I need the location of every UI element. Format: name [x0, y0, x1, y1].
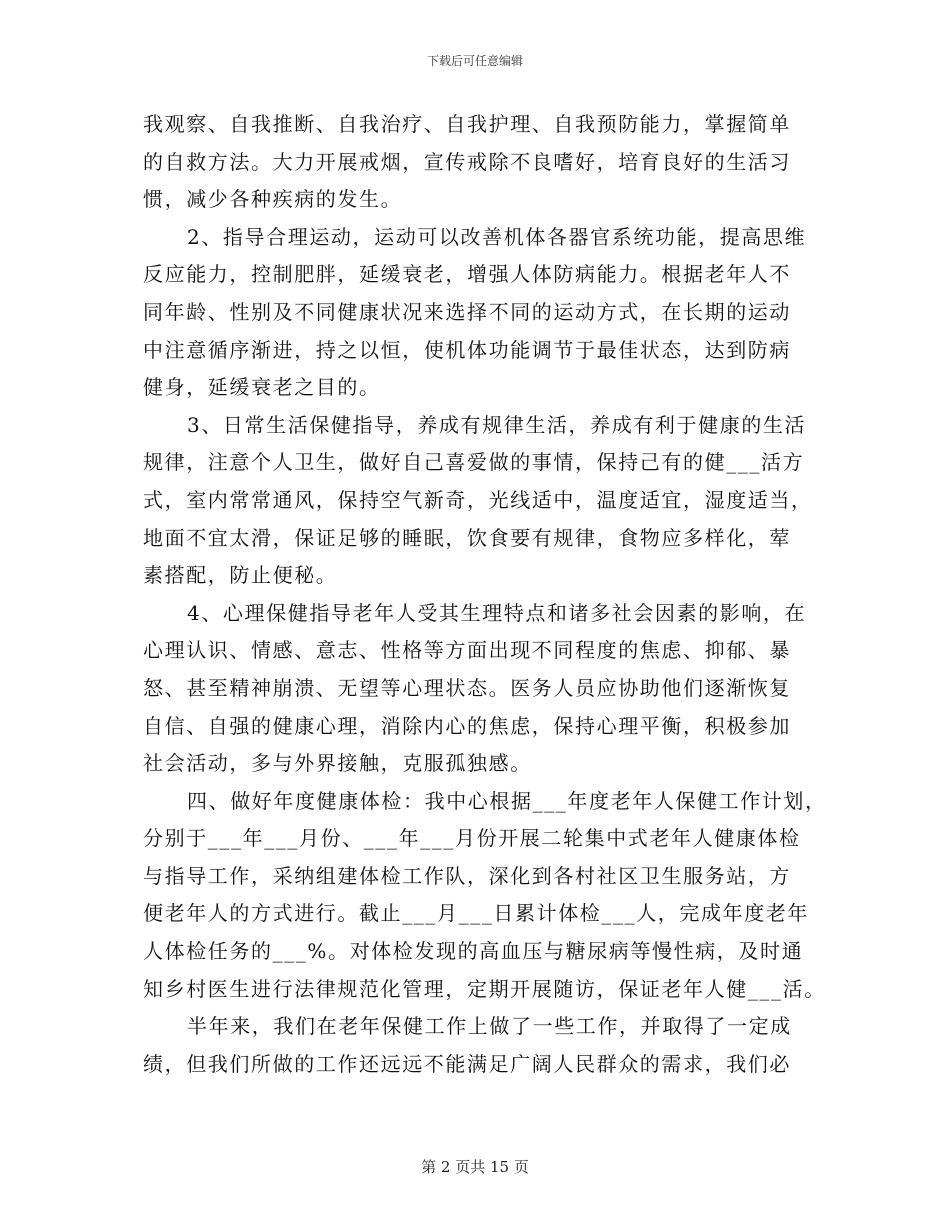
- text-line: 半年来，我们在老年保健工作上做了一些工作，并取得了一定成: [187, 1014, 792, 1039]
- text-line: 分别于___年___月份、___年___月份开展二轮集中式老年人健康体检: [143, 826, 801, 851]
- text-line: 社会活动，多与外界接触，克服孤独感。: [143, 751, 532, 776]
- text-line: 的自救方法。大力开展戒烟，宣传戒除不良嗜好，培育良好的生活习: [143, 149, 791, 174]
- text-line: 四、做好年度健康体检：我中心根据___年度老年人保健工作计划，: [187, 788, 827, 813]
- text-line: 知乡村医生进行法律规范化管理，定期开展随访，保证老年人健___活。: [143, 976, 826, 1001]
- text-line: 式，室内常常通风，保持空气新奇，光线适中，温度适宜，湿度适当，: [143, 487, 813, 512]
- text-line: 4、心理保健指导老年人受其生理特点和诸多社会因素的影响，在: [187, 600, 807, 625]
- text-line: 绩，但我们所做的工作还远远不能满足广阔人民群众的需求，我们必: [143, 1051, 791, 1076]
- page-footer: 第 2 页共 15 页: [421, 1158, 529, 1176]
- text-line: 健身，延缓衰老之目的。: [143, 375, 381, 400]
- document-body: [143, 106, 833, 1083]
- text-line: 心理认识、情感、意志、性格等方面出现不同程度的焦虑、抑郁、暴: [143, 638, 791, 663]
- text-line: 同年龄、性别及不同健康状况来选择不同的运动方式，在长期的运动: [143, 299, 791, 324]
- text-line: 反应能力，控制肥胖，延缓衰老，增强人体防病能力。根据老年人不: [143, 262, 791, 287]
- text-line: 素搭配，防止便秘。: [143, 563, 338, 588]
- text-line: 自信、自强的健康心理，消除内心的焦虑，保持心理平衡，积极参加: [143, 713, 791, 738]
- text-line: 2、指导合理运动，运动可以改善机体各器官系统功能，提高思维: [187, 224, 807, 249]
- text-line: 怒、甚至精神崩溃、无望等心理状态。医务人员应协助他们逐渐恢复: [143, 675, 791, 700]
- text-line: 地面不宜太滑，保证足够的睡眠，饮食要有规律，食物应多样化，荤: [143, 525, 791, 550]
- text-line: 规律，注意个人卫生，做好自己喜爱做的事情，保持己有的健___活方: [143, 450, 805, 475]
- text-line: 便老年人的方式进行。截止___月___日累计体检___人，完成年度老年: [143, 901, 809, 926]
- text-line: 与指导工作，采纳组建体检工作队，深化到各村社区卫生服务站，方: [143, 863, 791, 888]
- text-line: 我观察、自我推断、自我治疗、自我护理、自我预防能力，掌握简单: [143, 112, 791, 136]
- text-line: 惯，减少各种疾病的发生。: [143, 187, 403, 212]
- text-line: 中注意循序渐进，持之以恒，使机体功能调节于最佳状态，达到防病: [143, 337, 791, 362]
- text-line: 人体检任务的___%。对体检发现的高血压与糖尿病等慢性病，及时通: [143, 939, 804, 964]
- text-line: 3、日常生活保健指导，养成有规律生活，养成有利于健康的生活: [187, 412, 807, 437]
- page-header: 下载后可任意编辑: [426, 54, 523, 68]
